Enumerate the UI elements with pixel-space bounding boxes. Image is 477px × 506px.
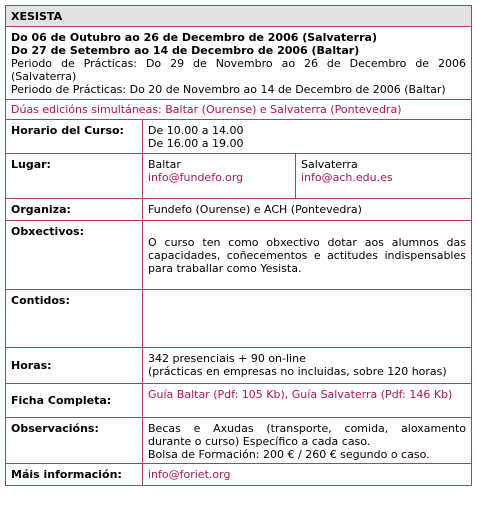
date-line-2: Do 27 de Setembro ao 14 de Decembro de 2006 (Baltar) (11, 44, 360, 57)
lugar-label: Lugar: (6, 154, 143, 199)
email-link-ach[interactable]: info@ach.edu.es (301, 171, 393, 184)
editions-note: Dúas edicións simultáneas: Baltar (Ourense) e Salvaterra (Pontevedra) (6, 100, 472, 120)
lugar-place-2: Salvaterra (301, 158, 358, 171)
ficha-separator: , (284, 388, 292, 401)
guide-baltar-link[interactable]: Guía Baltar (Pdf: 105 Kb) (148, 388, 285, 401)
email-link-foriet[interactable]: info@foriet.org (148, 468, 231, 481)
contidos-value (143, 290, 472, 348)
date-line-1: Do 06 de Outubro ao 26 de Decembro de 2006 (Salvaterra) (11, 31, 377, 44)
ficha-value (143, 384, 472, 418)
obxectivos-value: O curso ten como obxectivo dotar aos alumnos das capacidades, coñecementos e actitudes indispensables para traballar como Yesista. (143, 221, 472, 290)
horas-row (6, 348, 472, 384)
course-info-panel (5, 5, 471, 486)
contidos-row (6, 290, 472, 348)
horario-row (6, 120, 472, 154)
mais-info-label: Máis información: (6, 464, 143, 486)
horario-value (143, 120, 472, 154)
horario-line-2: De 16.00 a 19.00 (148, 137, 244, 150)
intro-row (6, 27, 472, 100)
obxectivos-label: Obxectivos: (6, 221, 143, 290)
practice-line-2: Periodo de Prácticas: Do 20 de Novembro ao 14 de Decembro de 2006 (Baltar) (11, 83, 446, 96)
horas-line-2: (prácticas en empresas no incluidas, sobre 120 horas) (148, 365, 447, 378)
horario-label: Horario del Curso: (6, 120, 143, 154)
lugar-row (6, 154, 472, 199)
organiza-label: Organiza: (6, 199, 143, 221)
observacions-value (143, 418, 472, 464)
ficha-label: Ficha Completa: (6, 384, 143, 418)
observacions-line-1: Becas e Axudas (transporte, comida, aloxamento durante o curso) Específico a cada caso. (148, 422, 466, 448)
guide-salvaterra-link[interactable]: Guía Salvaterra (Pdf: 146 Kb) (291, 388, 453, 401)
lugar-salvaterra (296, 154, 472, 199)
observacions-line-2: Bolsa de Formación: 200 € / 260 € segundo o caso. (148, 448, 430, 461)
horas-label: Horas: (6, 348, 143, 384)
course-title: XESISTA (6, 6, 472, 27)
course-dates (6, 27, 472, 100)
horario-line-1: De 10.00 a 14.00 (148, 124, 244, 137)
mais-info-row (6, 464, 472, 486)
lugar-place-1: Baltar (148, 158, 181, 171)
header-row (6, 6, 472, 27)
course-info-table (5, 5, 472, 486)
email-link-fundefo[interactable]: info@fundefo.org (148, 171, 244, 184)
horas-line-1: 342 presenciais + 90 on-line (148, 352, 306, 365)
contidos-label: Contidos: (6, 290, 143, 348)
lugar-baltar (143, 154, 296, 199)
observacions-label: Observacións: (6, 418, 143, 464)
editions-row (6, 100, 472, 120)
practice-line-1: Periodo de Prácticas: Do 29 de Novembro ao 26 de Decembro de 2006 (Salvaterra) (11, 57, 466, 83)
obxectivos-row (6, 221, 472, 290)
ficha-row (6, 384, 472, 418)
observacions-row (6, 418, 472, 464)
mais-info-value (143, 464, 472, 486)
horas-value (143, 348, 472, 384)
organiza-value: Fundefo (Ourense) e ACH (Pontevedra) (143, 199, 472, 221)
organiza-row (6, 199, 472, 221)
